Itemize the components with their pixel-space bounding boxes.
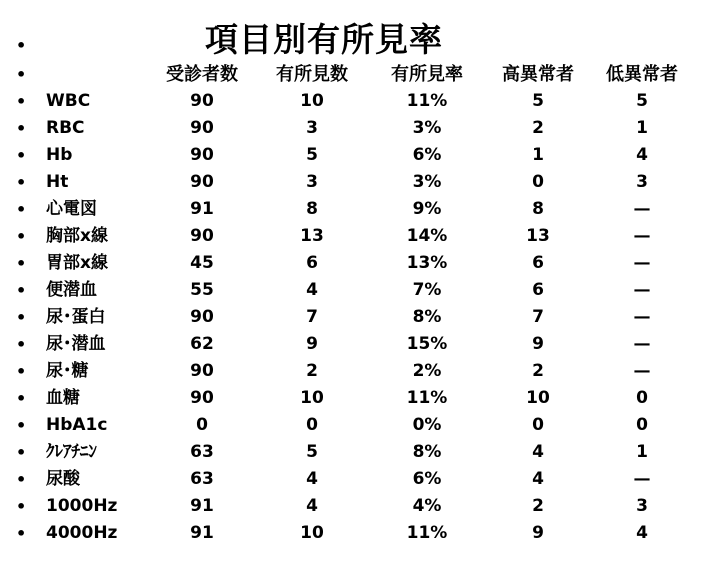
row-label: 1000Hz	[46, 496, 118, 516]
cell-examinees: 90	[190, 388, 214, 408]
header-rate: 有所見率	[391, 64, 463, 85]
cell-low: 1	[636, 118, 648, 138]
cell-high: 6	[532, 253, 544, 273]
cell-rate: 3%	[412, 172, 442, 192]
bullet: •	[16, 308, 27, 327]
cell-rate: 8%	[412, 442, 442, 462]
table-row	[0, 358, 702, 385]
cell-examinees: 90	[190, 361, 214, 381]
cell-examinees: 55	[190, 280, 214, 300]
cell-rate: 6%	[412, 145, 442, 165]
cell-findings: 7	[306, 307, 318, 327]
cell-low: —	[633, 307, 651, 327]
cell-rate: 14%	[406, 226, 448, 246]
bullet: •	[16, 200, 27, 219]
row-label: WBC	[46, 91, 91, 111]
cell-rate: 4%	[412, 496, 442, 516]
header-row	[0, 61, 702, 88]
table-row	[0, 169, 702, 196]
cell-high: 4	[532, 442, 544, 462]
bullet: •	[16, 281, 27, 300]
table-row	[0, 250, 702, 277]
cell-rate: 8%	[412, 307, 442, 327]
row-label: 尿･潜血	[46, 334, 106, 354]
row-label: 尿･糖	[46, 361, 89, 381]
cell-low: 3	[636, 496, 648, 516]
cell-rate: 11%	[406, 91, 448, 111]
cell-rate: 11%	[406, 388, 448, 408]
cell-examinees: 63	[190, 469, 214, 489]
table-row	[0, 520, 702, 547]
bullet: •	[16, 146, 27, 165]
table-row	[0, 493, 702, 520]
cell-findings: 2	[306, 361, 318, 381]
cell-high: 8	[532, 199, 544, 219]
cell-high: 10	[526, 388, 550, 408]
table-row	[0, 385, 702, 412]
cell-high: 4	[532, 469, 544, 489]
cell-examinees: 91	[190, 496, 214, 516]
cell-high: 1	[532, 145, 544, 165]
row-label: 胸部x線	[46, 226, 108, 246]
cell-examinees: 91	[190, 523, 214, 543]
cell-findings: 10	[300, 388, 324, 408]
cell-high: 2	[532, 118, 544, 138]
row-label: RBC	[46, 118, 85, 138]
cell-examinees: 91	[190, 199, 214, 219]
table-row	[0, 304, 702, 331]
cell-low: 4	[636, 523, 648, 543]
cell-findings: 4	[306, 280, 318, 300]
table-row	[0, 196, 702, 223]
table-row	[0, 277, 702, 304]
cell-high: 0	[532, 415, 544, 435]
row-label: 4000Hz	[46, 523, 118, 543]
cell-low: —	[633, 361, 651, 381]
bullet: •	[16, 65, 27, 84]
cell-findings: 0	[306, 415, 318, 435]
bullet: •	[16, 470, 27, 489]
cell-examinees: 90	[190, 172, 214, 192]
row-label: HbA1c	[46, 415, 108, 435]
cell-low: —	[633, 199, 651, 219]
cell-examinees: 90	[190, 118, 214, 138]
cell-rate: 7%	[412, 280, 442, 300]
cell-examinees: 90	[190, 226, 214, 246]
bullet: •	[16, 443, 27, 462]
cell-findings: 10	[300, 91, 324, 111]
cell-high: 13	[526, 226, 550, 246]
table-row	[0, 88, 702, 115]
cell-low: 4	[636, 145, 648, 165]
row-label: 心電図	[46, 199, 97, 219]
row-label: Hb	[46, 145, 73, 165]
cell-findings: 3	[306, 118, 318, 138]
table-row	[0, 466, 702, 493]
table-row	[0, 142, 702, 169]
cell-findings: 4	[306, 469, 318, 489]
cell-rate: 13%	[406, 253, 448, 273]
cell-examinees: 63	[190, 442, 214, 462]
cell-low: 1	[636, 442, 648, 462]
header-high: 高異常者	[502, 64, 574, 85]
bullet: •	[16, 362, 27, 381]
cell-low: —	[633, 253, 651, 273]
cell-low: —	[633, 469, 651, 489]
cell-examinees: 0	[196, 415, 208, 435]
cell-high: 2	[532, 361, 544, 381]
bullet: •	[16, 227, 27, 246]
bullet: •	[16, 389, 27, 408]
cell-rate: 9%	[412, 199, 442, 219]
row-label: Ht	[46, 172, 69, 192]
bullet: •	[16, 254, 27, 273]
cell-high: 0	[532, 172, 544, 192]
cell-findings: 6	[306, 253, 318, 273]
cell-low: 3	[636, 172, 648, 192]
bullet: •	[16, 524, 27, 543]
row-label: 便潜血	[46, 280, 97, 300]
cell-high: 2	[532, 496, 544, 516]
table-row	[0, 412, 702, 439]
title-row	[0, 14, 702, 66]
table-row	[0, 331, 702, 358]
cell-findings: 8	[306, 199, 318, 219]
cell-findings: 5	[306, 442, 318, 462]
bullet: •	[16, 36, 27, 55]
cell-rate: 6%	[412, 469, 442, 489]
row-label: ｸﾚｱﾁﾆﾝ	[46, 442, 97, 462]
cell-low: —	[633, 226, 651, 246]
cell-high: 9	[532, 523, 544, 543]
header-low: 低異常者	[606, 64, 678, 85]
bullet: •	[16, 92, 27, 111]
cell-low: 0	[636, 388, 648, 408]
cell-findings: 3	[306, 172, 318, 192]
table-row	[0, 223, 702, 250]
slide-title: 項目別有所見率	[205, 20, 443, 59]
row-label: 胃部x線	[46, 253, 108, 273]
cell-examinees: 90	[190, 91, 214, 111]
cell-low: —	[633, 334, 651, 354]
header-examinees: 受診者数	[166, 64, 238, 85]
table-row	[0, 115, 702, 142]
cell-low: 5	[636, 91, 648, 111]
cell-examinees: 90	[190, 307, 214, 327]
bullet: •	[16, 335, 27, 354]
cell-high: 7	[532, 307, 544, 327]
row-label: 尿･蛋白	[46, 307, 106, 327]
cell-rate: 11%	[406, 523, 448, 543]
cell-low: —	[633, 280, 651, 300]
bullet: •	[16, 497, 27, 516]
cell-rate: 3%	[412, 118, 442, 138]
cell-findings: 10	[300, 523, 324, 543]
cell-findings: 13	[300, 226, 324, 246]
bullet: •	[16, 173, 27, 192]
cell-examinees: 90	[190, 145, 214, 165]
header-findings: 有所見数	[276, 64, 348, 85]
row-label: 尿酸	[46, 469, 80, 489]
cell-findings: 4	[306, 496, 318, 516]
cell-examinees: 45	[190, 253, 214, 273]
table-row	[0, 439, 702, 466]
cell-high: 9	[532, 334, 544, 354]
cell-high: 6	[532, 280, 544, 300]
cell-high: 5	[532, 91, 544, 111]
cell-findings: 9	[306, 334, 318, 354]
bullet: •	[16, 119, 27, 138]
cell-rate: 0%	[412, 415, 442, 435]
cell-examinees: 62	[190, 334, 214, 354]
cell-rate: 2%	[412, 361, 442, 381]
cell-rate: 15%	[406, 334, 448, 354]
row-label: 血糖	[46, 388, 80, 408]
bullet: •	[16, 416, 27, 435]
cell-findings: 5	[306, 145, 318, 165]
cell-low: 0	[636, 415, 648, 435]
